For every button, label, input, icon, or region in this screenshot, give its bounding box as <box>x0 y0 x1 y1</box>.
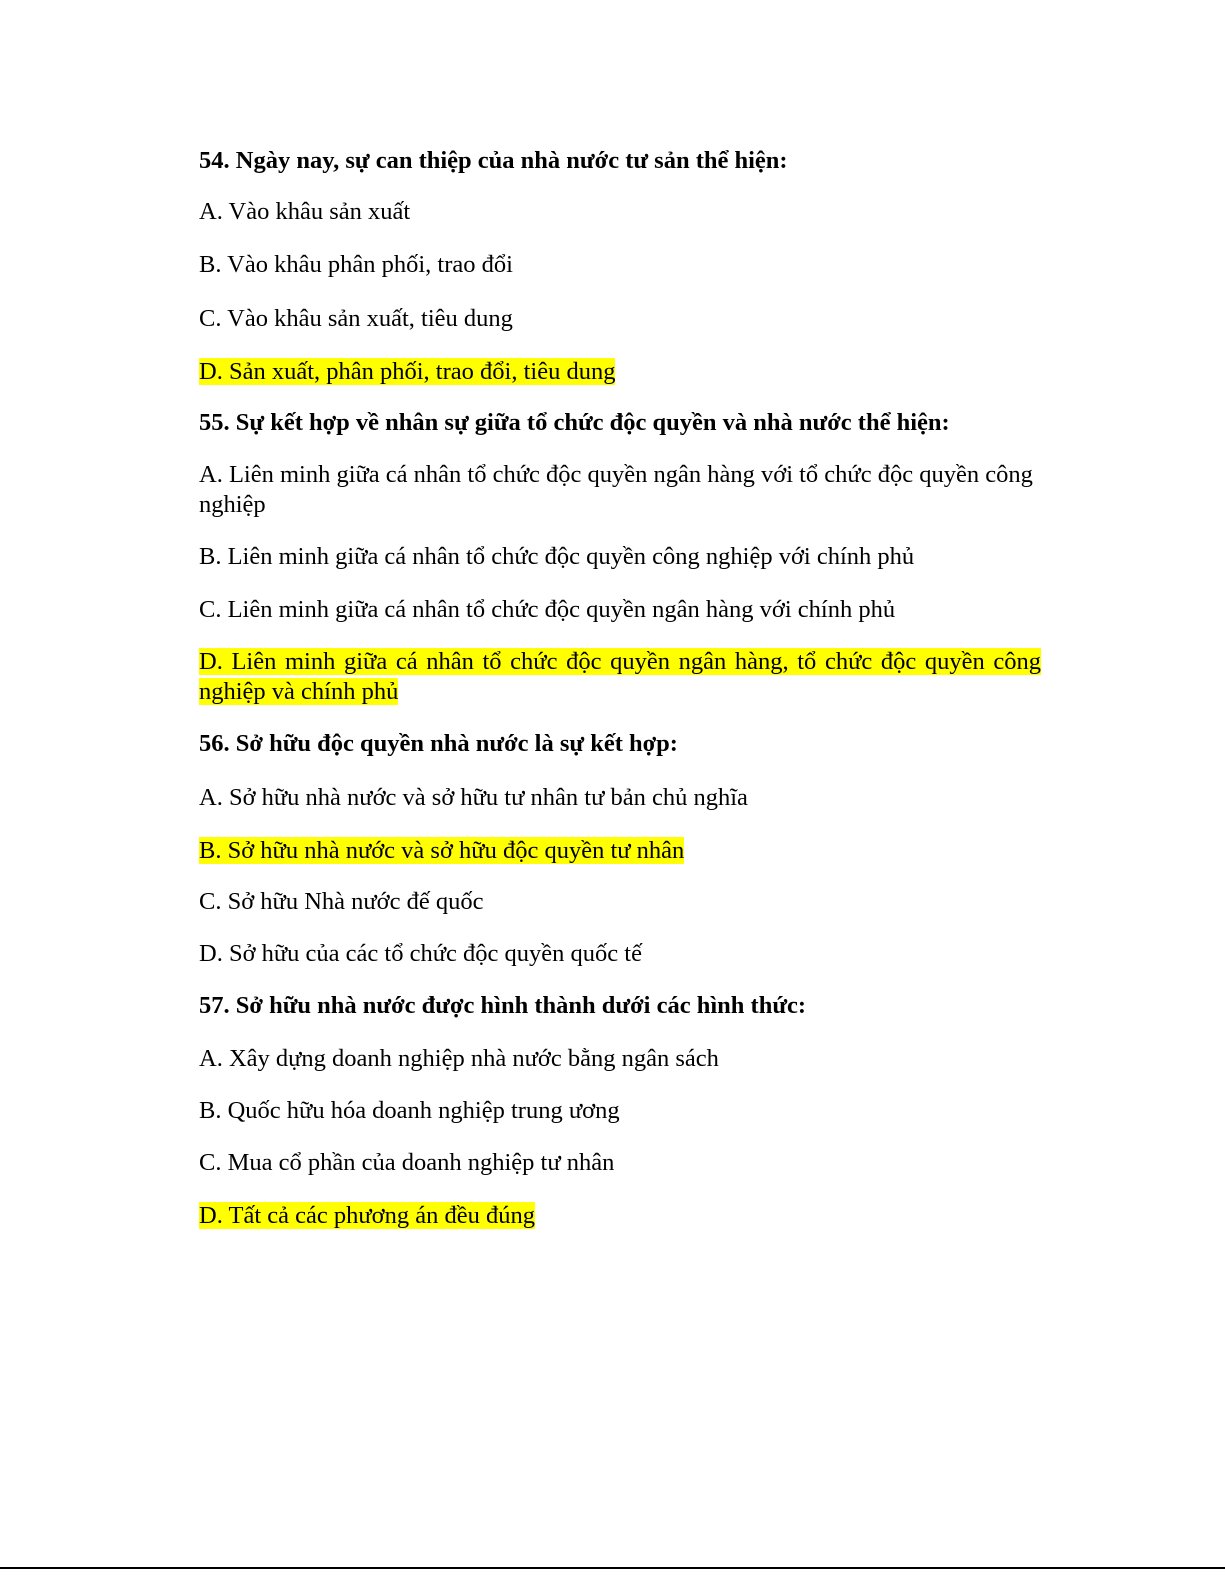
question-56-title: 56. Sở hữu độc quyền nhà nước là sự kết hợp: <box>199 730 678 757</box>
question-54-option-d-answer <box>199 357 1041 387</box>
question-57-option-d-answer <box>199 1201 1041 1231</box>
question-55-option-b: B. Liên minh giữa cá nhân tổ chức độc quyền công nghiệp với chính phủ <box>199 543 915 570</box>
question-56-option-b-answer <box>199 836 1041 866</box>
page-bottom-border <box>0 1567 1225 1569</box>
question-54-title: 54. Ngày nay, sự can thiệp của nhà nước tư sản thể hiện: <box>199 147 788 174</box>
question-57-option-a: A. Xây dựng doanh nghiệp nhà nước bằng ngân sách <box>199 1045 719 1072</box>
question-55-option-a: A. Liên minh giữa cá nhân tổ chức độc quyền ngân hàng với tổ chức độc quyền công nghiệp <box>199 461 1033 518</box>
question-55-option-c: C. Liên minh giữa cá nhân tổ chức độc quyền ngân hàng với chính phủ <box>199 596 896 623</box>
question-54-option-b: B. Vào khâu phân phối, trao đổi <box>199 251 513 278</box>
answer-highlight: D. Sản xuất, phân phối, trao đổi, tiêu dung <box>199 358 616 385</box>
answer-highlight: D. Tất cả các phương án đều đúng <box>199 1202 536 1229</box>
question-54-option-a: A. Vào khâu sản xuất <box>199 198 411 225</box>
question-57-title: 57. Sở hữu nhà nước được hình thành dưới các hình thức: <box>199 992 807 1019</box>
question-57-option-c: C. Mua cổ phần của doanh nghiệp tư nhân <box>199 1149 615 1176</box>
question-55-title: 55. Sự kết hợp về nhân sự giữa tổ chức độc quyền và nhà nước thể hiện: <box>199 409 950 436</box>
answer-highlight: B. Sở hữu nhà nước và sở hữu độc quyền tư nhân <box>199 837 685 864</box>
answer-highlight: D. Liên minh giữa cá nhân tổ chức độc quyền ngân hàng, tổ chức độc quyền công nghiệp và chính phủ <box>199 648 1041 705</box>
question-55-option-d-answer <box>199 647 1041 707</box>
question-56-option-a: A. Sở hữu nhà nước và sở hữu tư nhân tư bản chủ nghĩa <box>199 784 748 811</box>
question-57-option-b: B. Quốc hữu hóa doanh nghiệp trung ương <box>199 1097 620 1124</box>
question-54-option-c: C. Vào khâu sản xuất, tiêu dung <box>199 305 513 332</box>
question-56-option-d: D. Sở hữu của các tổ chức độc quyền quốc tế <box>199 940 642 967</box>
question-56-option-c: C. Sở hữu Nhà nước đế quốc <box>199 888 484 915</box>
